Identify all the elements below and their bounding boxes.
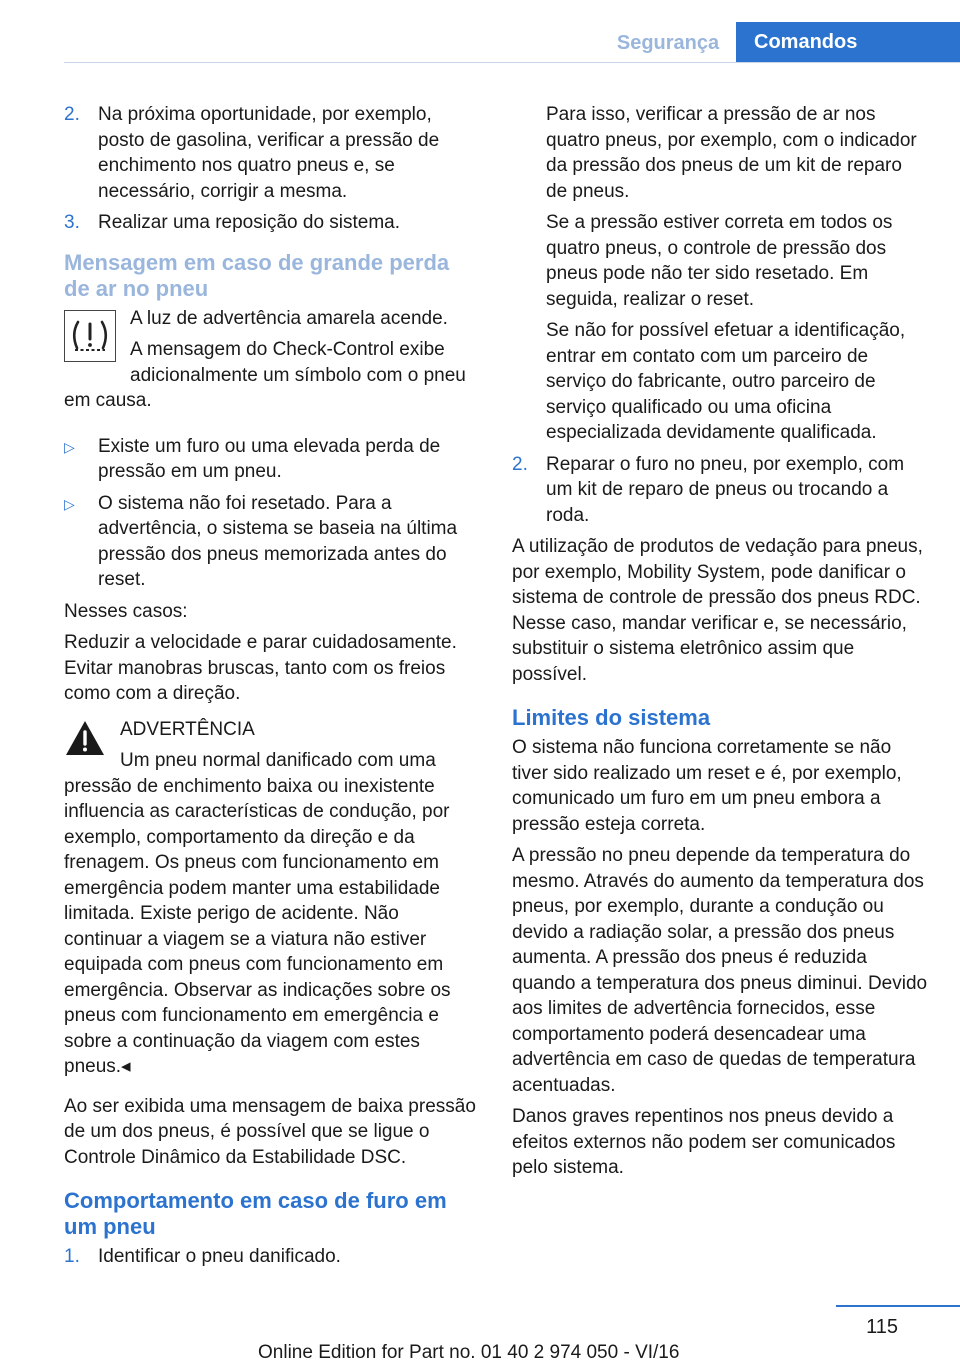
warning-triangle-icon: [64, 719, 106, 765]
paragraph: Ao ser exibida uma mensagem de baixa pressão de um dos pneus, é possível que se ligue o Controle Dinâmico da Estabilidade DSC.: [64, 1095, 476, 1168]
tire-warning-block: [64, 306, 480, 420]
triangle-bullet-icon: ▷: [64, 495, 75, 512]
list-item: [64, 491, 480, 593]
section-heading: Comportamento em caso de furo em um pneu: [64, 1188, 447, 1239]
paragraph: Reduzir a velocidade e parar cuidadosamente. Evitar manobras bruscas, tanto com os freios como com a direção.: [64, 632, 457, 704]
list-item: [64, 102, 480, 204]
step-number: 1.: [64, 1246, 80, 1267]
warning-block: [64, 717, 480, 1080]
paragraph: Se a pressão estiver correta em todos os quatro pneus, o controle de pressão dos pneus pode não ter sido resetado. Em seguida, realizar o reset.: [546, 212, 893, 310]
edition-footer: Online Edition for Part no. 01 40 2 974 050 - VI/16: [258, 1342, 680, 1363]
step-number: 3.: [64, 212, 80, 233]
section-heading: Limites do sistema: [512, 705, 711, 730]
paragraph: A pressão no pneu depende da temperatura do mesmo. Através do aumento da temperatura dos pneus, por exemplo, durante a condução ou devido a radiação solar, a pressão dos pneus aumenta. A pressão dos pneus é reduzida quando a temperatura dos pneus diminui. Devido aos limites de advertência fornecidos, esse comportamento poderá desencadear uma advertência em caso de quedas de temperatura acentuadas.: [512, 845, 928, 1096]
paragraph: O sistema não funciona corretamente se não tiver sido realizado um reset e é, por exemplo, comunicado um furo em um pneu embora a pressão esteja correta.: [512, 737, 902, 835]
paragraph: Se não for possível efetuar a identificação, entrar em contato com um parceiro de serviço do fabricante, outro parceiro de serviço qualificado ou uma oficina especializada devidamente qualificada.: [546, 320, 906, 443]
tab-seguranca[interactable]: Segurança: [616, 32, 720, 54]
page-number: 115: [866, 1316, 898, 1338]
bullet-text: O sistema não foi resetado. Para a advertência, o sistema se baseia na última pressão dos pneus memorizada antes do reset.: [98, 492, 458, 590]
step-text: Reparar o furo no pneu, por exemplo, com um kit de reparo de pneus ou trocando a roda.: [546, 453, 905, 526]
list-item: [64, 434, 480, 485]
list-item: [64, 1244, 480, 1270]
list-item: [512, 452, 928, 529]
paragraph: A mensagem do Check-Control exibe adicionalmente um símbolo com o pneu em causa.: [64, 339, 466, 411]
left-column: [64, 102, 480, 1276]
header-divider: [64, 62, 960, 63]
list-item: [64, 210, 480, 236]
tab-comandos[interactable]: Comandos: [736, 22, 960, 62]
bullet-text: Existe um furo ou uma elevada perda de pressão em um pneu.: [98, 435, 441, 482]
paragraph: Para isso, verificar a pressão de ar nos quatro pneus, por exemplo, com o indicador da pressão dos pneus de um kit de reparo de pneus.: [546, 104, 917, 202]
paragraph: A utilização de produtos de vedação para pneus, por exemplo, Mobility System, pode danificar o sistema de controle de pressão dos pneus RDC. Nesse caso, mandar verificar e, se necessário, substituir o sistema eletrônico assim que possível.: [512, 536, 923, 685]
warning-title: ADVERTÊNCIA: [120, 718, 255, 740]
right-column: [512, 102, 928, 1187]
footer-divider: [836, 1305, 960, 1307]
section-heading: Mensagem em caso de grande perda de ar no pneu: [64, 249, 450, 301]
triangle-bullet-icon: ▷: [64, 438, 75, 455]
step-number: 2.: [512, 453, 528, 475]
step-number: 2.: [64, 104, 80, 125]
step-text: Identificar o pneu danificado.: [98, 1246, 341, 1267]
step-text: Na próxima oportunidade, por exemplo, posto de gasolina, verificar a pressão de enchimento nos quatro pneus e, se necessário, corrigir a mesma.: [98, 104, 440, 202]
paragraph: Nesses casos:: [64, 600, 188, 622]
tire-pressure-warning-icon: [64, 310, 116, 362]
step-text: Realizar uma reposição do sistema.: [98, 212, 401, 233]
paragraph: Danos graves repentinos nos pneus devido a efeitos externos não podem ser comunicados pelo sistema.: [512, 1106, 896, 1178]
paragraph: A luz de advertência amarela acende.: [130, 307, 448, 329]
warning-text: Um pneu normal danificado com uma pressão de enchimento baixa ou inexistente influencia as características de condução, por exemplo, comportamento da direção e da frenagem. Os pneus com funcionamento em emergência podem manter uma estabilidade limitada. Existe perigo de acidente. Não continuar a viagem se a viatura não estiver equipada com pneus com funcionamento em emergência. Observar as indicações sobre os pneus com funcionamento em emergência e sobre a continuação da viagem com estes pneus.◂: [64, 750, 451, 1077]
